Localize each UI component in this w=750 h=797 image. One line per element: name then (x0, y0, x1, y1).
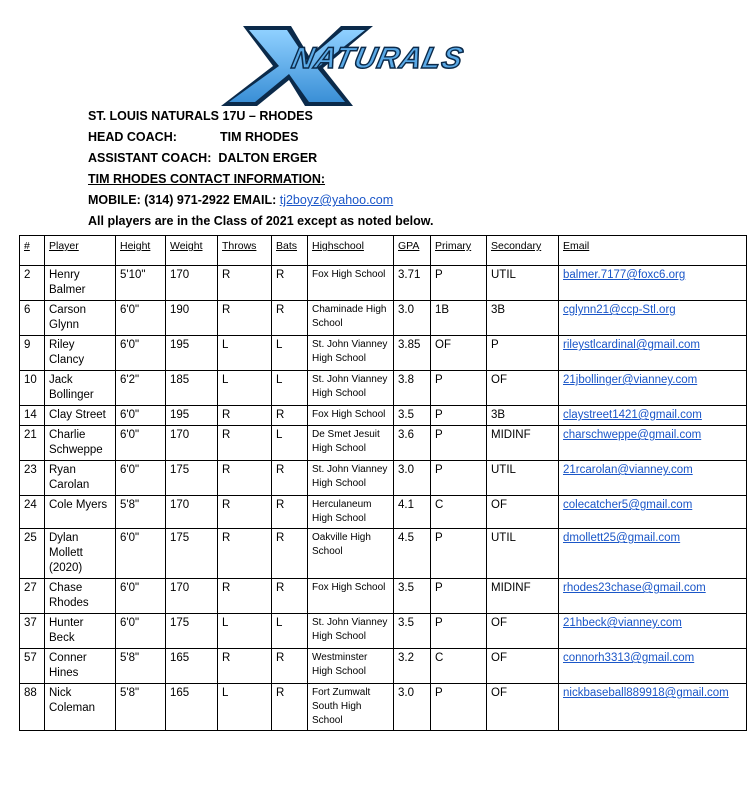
player-throws-cell: R (218, 579, 272, 614)
player-height-cell: 6'0" (116, 579, 166, 614)
roster-body (20, 266, 747, 731)
player-name-cell: Hunter Beck (45, 614, 116, 649)
col-header-bats: Bats (272, 236, 308, 266)
player-primary-position-cell: P (431, 406, 487, 426)
player-bats-cell: R (272, 461, 308, 496)
player-weight-cell: 170 (166, 579, 218, 614)
player-height-cell: 6'0" (116, 426, 166, 461)
player-name-cell: Nick Coleman (45, 684, 116, 731)
head-coach-label: HEAD COACH: (88, 130, 177, 144)
col-header-gpa: GPA (394, 236, 431, 266)
player-bats-cell: L (272, 336, 308, 371)
player-highschool-cell: De Smet Jesuit High School (308, 426, 394, 461)
player-highschool-cell: Fox High School (308, 406, 394, 426)
player-throws-cell: R (218, 649, 272, 684)
player-number-cell: 2 (20, 266, 45, 301)
player-bats-cell: R (272, 266, 308, 301)
player-gpa-cell: 3.71 (394, 266, 431, 301)
player-weight-cell: 175 (166, 461, 218, 496)
player-secondary-position-cell: UTIL (487, 266, 559, 301)
player-height-cell: 5'8" (116, 649, 166, 684)
roster-header (88, 106, 434, 232)
player-bats-cell: R (272, 579, 308, 614)
player-email-link[interactable]: cglynn21@ccp-Stl.org (563, 304, 676, 316)
table-row (20, 406, 747, 426)
player-height-cell: 5'8" (116, 684, 166, 731)
player-highschool-cell: St. John Vianney High School (308, 461, 394, 496)
col-header-player: Player (45, 236, 116, 266)
table-row (20, 684, 747, 731)
player-gpa-cell: 3.0 (394, 684, 431, 731)
player-highschool-cell: Fort Zumwalt South High School (308, 684, 394, 731)
player-name-cell: Riley Clancy (45, 336, 116, 371)
player-bats-cell: R (272, 301, 308, 336)
player-highschool-cell: St. John Vianney High School (308, 336, 394, 371)
player-height-cell: 5'8" (116, 496, 166, 529)
table-row (20, 266, 747, 301)
table-row (20, 614, 747, 649)
player-name-cell: Cole Myers (45, 496, 116, 529)
player-gpa-cell: 3.0 (394, 301, 431, 336)
player-gpa-cell: 3.5 (394, 614, 431, 649)
player-weight-cell: 195 (166, 406, 218, 426)
col-header-weight: Weight (166, 236, 218, 266)
player-throws-cell: R (218, 266, 272, 301)
table-row (20, 371, 747, 406)
player-bats-cell: R (272, 649, 308, 684)
player-email-cell (559, 336, 747, 371)
player-gpa-cell: 4.1 (394, 496, 431, 529)
player-bats-cell: L (272, 426, 308, 461)
player-primary-position-cell: P (431, 684, 487, 731)
player-weight-cell: 175 (166, 529, 218, 579)
player-throws-cell: R (218, 461, 272, 496)
player-email-link[interactable]: claystreet1421@gmail.com (563, 409, 702, 421)
table-row (20, 529, 747, 579)
player-email-link[interactable]: rileystlcardinal@gmail.com (563, 339, 700, 351)
player-gpa-cell: 3.0 (394, 461, 431, 496)
contact-heading: TIM RHODES CONTACT INFORMATION: (88, 172, 326, 186)
player-secondary-position-cell: OF (487, 684, 559, 731)
player-email-link[interactable]: charschweppe@gmail.com (563, 429, 702, 441)
player-email-link[interactable]: balmer.7177@foxc6.org (563, 269, 686, 281)
player-email-cell (559, 529, 747, 579)
player-highschool-cell: Fox High School (308, 579, 394, 614)
table-row (20, 426, 747, 461)
table-row (20, 649, 747, 684)
player-throws-cell: L (218, 371, 272, 406)
player-height-cell: 6'0" (116, 406, 166, 426)
player-number-cell: 21 (20, 426, 45, 461)
player-highschool-cell: Westminster High School (308, 649, 394, 684)
player-name-cell: Dylan Mollett (2020) (45, 529, 116, 579)
assistant-coach-label: ASSISTANT COACH: (88, 151, 212, 165)
player-name-cell: Ryan Carolan (45, 461, 116, 496)
player-highschool-cell: St. John Vianney High School (308, 614, 394, 649)
player-secondary-position-cell: UTIL (487, 529, 559, 579)
logo-wordmark: NATURALS (288, 42, 467, 75)
player-email-cell (559, 461, 747, 496)
player-secondary-position-cell: OF (487, 496, 559, 529)
player-number-cell: 88 (20, 684, 45, 731)
col-header-number: # (20, 236, 45, 266)
player-email-cell (559, 371, 747, 406)
mobile-text: MOBILE: (314) 971-2922 EMAIL: (88, 193, 280, 207)
player-highschool-cell: Fox High School (308, 266, 394, 301)
player-weight-cell: 195 (166, 336, 218, 371)
player-primary-position-cell: P (431, 426, 487, 461)
player-throws-cell: R (218, 529, 272, 579)
player-height-cell: 6'0" (116, 461, 166, 496)
player-secondary-position-cell: UTIL (487, 461, 559, 496)
player-gpa-cell: 3.5 (394, 579, 431, 614)
player-name-cell: Henry Balmer (45, 266, 116, 301)
player-email-cell (559, 684, 747, 731)
player-number-cell: 14 (20, 406, 45, 426)
player-email-link[interactable]: nickbaseball889918@gmail.com (563, 687, 729, 699)
player-throws-cell: L (218, 614, 272, 649)
player-throws-cell: L (218, 336, 272, 371)
player-gpa-cell: 3.5 (394, 406, 431, 426)
player-gpa-cell: 3.85 (394, 336, 431, 371)
player-throws-cell: R (218, 496, 272, 529)
col-header-throws: Throws (218, 236, 272, 266)
table-row (20, 336, 747, 371)
col-header-secondary: Secondary (487, 236, 559, 266)
player-throws-cell: R (218, 426, 272, 461)
player-number-cell: 24 (20, 496, 45, 529)
player-primary-position-cell: P (431, 614, 487, 649)
player-gpa-cell: 3.8 (394, 371, 431, 406)
contact-line (88, 190, 434, 211)
player-number-cell: 6 (20, 301, 45, 336)
player-number-cell: 25 (20, 529, 45, 579)
player-weight-cell: 165 (166, 684, 218, 731)
player-number-cell: 9 (20, 336, 45, 371)
player-bats-cell: R (272, 406, 308, 426)
player-bats-cell: R (272, 684, 308, 731)
player-email-link[interactable]: colecatcher5@gmail.com (563, 499, 693, 511)
player-email-cell (559, 579, 747, 614)
player-height-cell: 6'0" (116, 614, 166, 649)
table-row (20, 461, 747, 496)
player-throws-cell: R (218, 301, 272, 336)
player-name-cell: Charlie Schweppe (45, 426, 116, 461)
player-weight-cell: 170 (166, 426, 218, 461)
player-secondary-position-cell: OF (487, 371, 559, 406)
player-name-cell: Chase Rhodes (45, 579, 116, 614)
player-number-cell: 27 (20, 579, 45, 614)
player-height-cell: 6'0" (116, 301, 166, 336)
player-email-cell (559, 426, 747, 461)
player-primary-position-cell: P (431, 266, 487, 301)
col-header-email: Email (559, 236, 747, 266)
player-primary-position-cell: P (431, 579, 487, 614)
player-name-cell: Jack Bollinger (45, 371, 116, 406)
class-note: All players are in the Class of 2021 except as noted below. (88, 214, 434, 228)
player-email-link[interactable]: connorh3313@gmail.com (563, 652, 695, 664)
table-row (20, 579, 747, 614)
player-secondary-position-cell: OF (487, 614, 559, 649)
player-name-cell: Clay Street (45, 406, 116, 426)
player-primary-position-cell: P (431, 371, 487, 406)
player-email-link[interactable]: 21jbollinger@vianney.com (563, 374, 698, 386)
coach-email-link[interactable]: tj2boyz@yahoo.com (279, 193, 394, 207)
player-gpa-cell: 4.5 (394, 529, 431, 579)
player-secondary-position-cell: MIDINF (487, 579, 559, 614)
player-secondary-position-cell: 3B (487, 406, 559, 426)
player-email-cell (559, 614, 747, 649)
player-email-link[interactable]: 21hbeck@vianney.com (563, 617, 682, 629)
naturals-logo (213, 18, 513, 110)
player-email-link[interactable]: 21rcarolan@vianney.com (563, 464, 693, 476)
player-weight-cell: 185 (166, 371, 218, 406)
player-email-cell (559, 266, 747, 301)
player-primary-position-cell: C (431, 496, 487, 529)
player-email-cell (559, 649, 747, 684)
player-primary-position-cell: OF (431, 336, 487, 371)
player-height-cell: 6'0" (116, 529, 166, 579)
player-primary-position-cell: C (431, 649, 487, 684)
player-email-cell (559, 406, 747, 426)
player-bats-cell: R (272, 496, 308, 529)
assistant-coach-line (88, 148, 434, 169)
player-throws-cell: L (218, 684, 272, 731)
player-weight-cell: 170 (166, 266, 218, 301)
player-name-cell: Carson Glynn (45, 301, 116, 336)
player-bats-cell: R (272, 529, 308, 579)
head-coach-line (88, 127, 434, 148)
col-header-primary: Primary (431, 236, 487, 266)
table-row (20, 301, 747, 336)
player-highschool-cell: Herculaneum High School (308, 496, 394, 529)
player-number-cell: 57 (20, 649, 45, 684)
head-coach-name: TIM RHODES (220, 130, 299, 144)
player-bats-cell: L (272, 614, 308, 649)
player-height-cell: 6'2" (116, 371, 166, 406)
player-weight-cell: 165 (166, 649, 218, 684)
player-bats-cell: L (272, 371, 308, 406)
player-number-cell: 10 (20, 371, 45, 406)
player-number-cell: 37 (20, 614, 45, 649)
roster-table (19, 235, 747, 731)
player-height-cell: 6'0" (116, 336, 166, 371)
player-weight-cell: 170 (166, 496, 218, 529)
player-gpa-cell: 3.6 (394, 426, 431, 461)
player-primary-position-cell: P (431, 461, 487, 496)
player-weight-cell: 175 (166, 614, 218, 649)
col-header-height: Height (116, 236, 166, 266)
player-gpa-cell: 3.2 (394, 649, 431, 684)
player-highschool-cell: Oakville High School (308, 529, 394, 579)
player-primary-position-cell: 1B (431, 301, 487, 336)
player-email-link[interactable]: dmollett25@gmail.com (563, 532, 681, 544)
table-header-row (20, 236, 747, 266)
player-email-cell (559, 496, 747, 529)
player-secondary-position-cell: P (487, 336, 559, 371)
player-email-link[interactable]: rhodes23chase@gmail.com (563, 582, 706, 594)
team-line: ST. LOUIS NATURALS 17U – RHODES (88, 109, 313, 123)
player-height-cell: 5'10" (116, 266, 166, 301)
player-weight-cell: 190 (166, 301, 218, 336)
table-row (20, 496, 747, 529)
player-name-cell: Conner Hines (45, 649, 116, 684)
player-primary-position-cell: P (431, 529, 487, 579)
player-highschool-cell: St. John Vianney High School (308, 371, 394, 406)
player-secondary-position-cell: MIDINF (487, 426, 559, 461)
player-email-cell (559, 301, 747, 336)
player-highschool-cell: Chaminade High School (308, 301, 394, 336)
player-secondary-position-cell: OF (487, 649, 559, 684)
player-number-cell: 23 (20, 461, 45, 496)
player-secondary-position-cell: 3B (487, 301, 559, 336)
assistant-coach-name: DALTON ERGER (218, 151, 318, 165)
player-throws-cell: R (218, 406, 272, 426)
col-header-highschool: Highschool (308, 236, 394, 266)
